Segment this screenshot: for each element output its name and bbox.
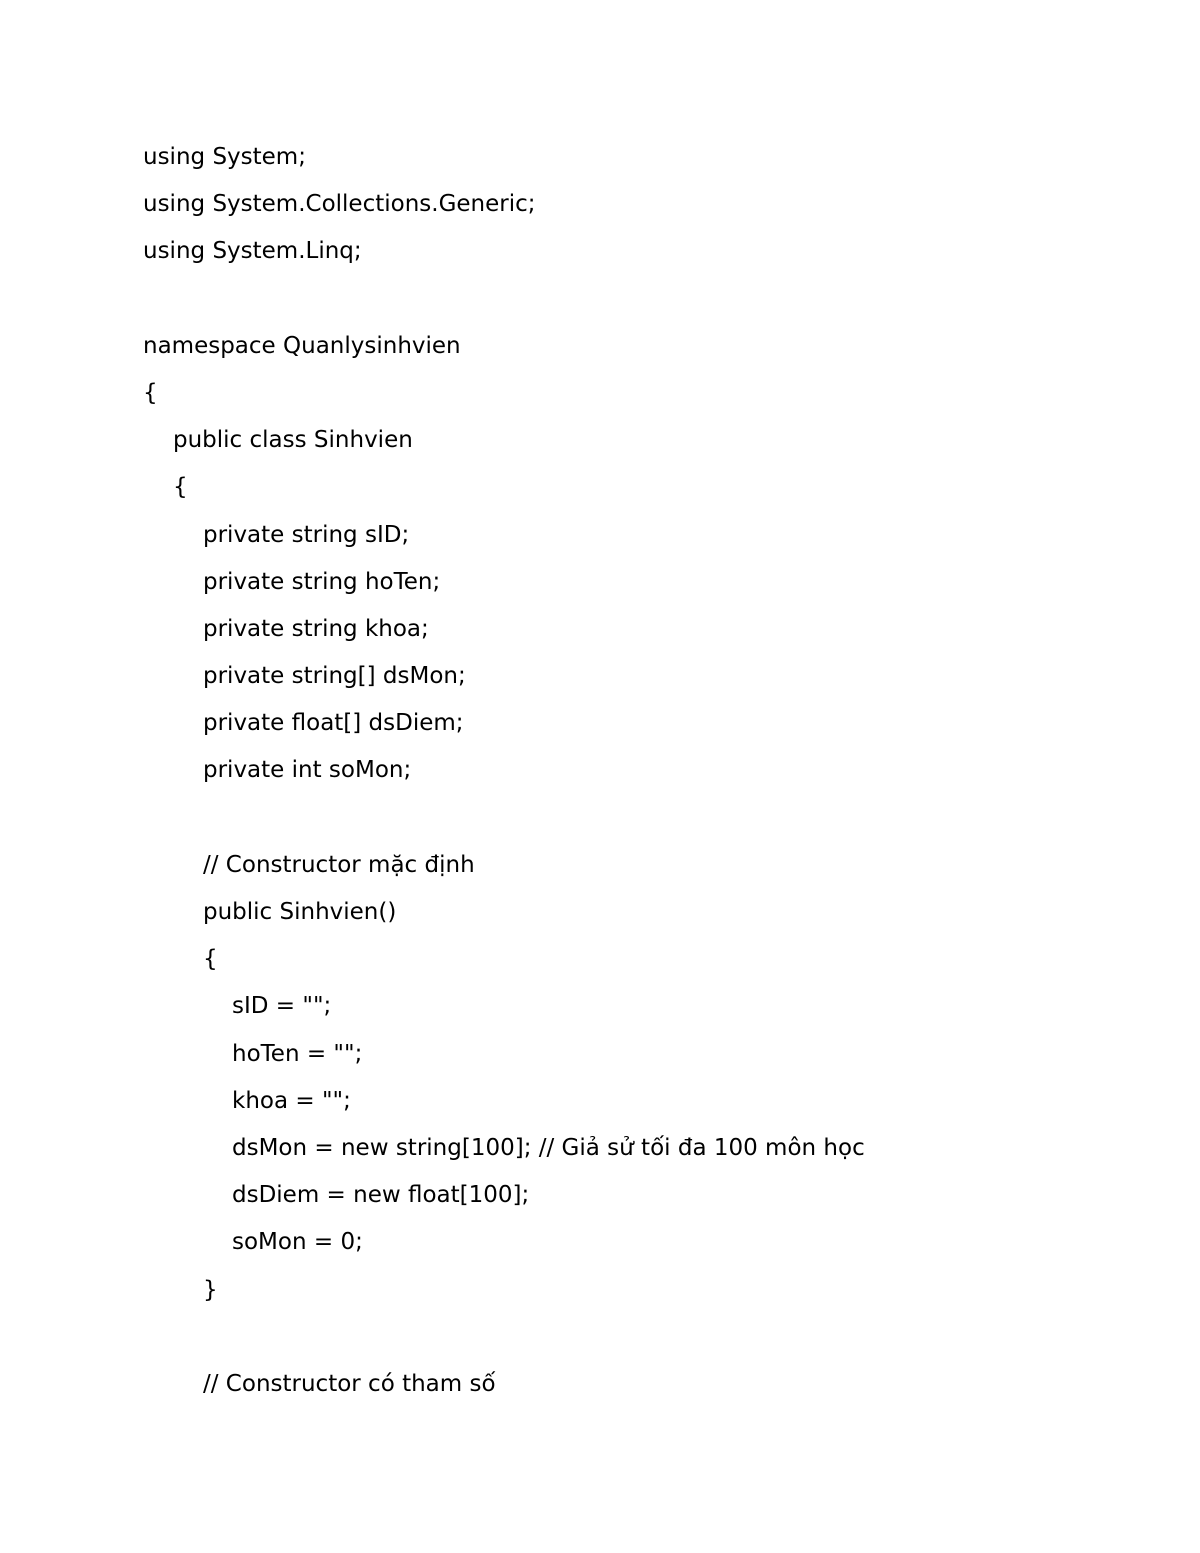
code-block	[143, 134, 865, 1408]
code-line: private int soMon;	[203, 757, 412, 784]
code-line: sID = "";	[232, 993, 332, 1020]
code-line: using System;	[143, 144, 306, 170]
code-line: using System.Collections.Generic;	[143, 191, 536, 218]
code-comment-line: // Constructor có tham số	[203, 1370, 496, 1397]
blank-line	[143, 276, 865, 323]
code-line: namespace Quanlysinhvien	[143, 332, 461, 359]
code-line: {	[203, 946, 218, 973]
code-line: {	[143, 379, 158, 406]
code-line: }	[203, 1276, 218, 1303]
code-comment-line: // Constructor mặc định	[203, 851, 475, 878]
code-line: using System.Linq;	[143, 238, 362, 265]
blank-line	[143, 1314, 865, 1361]
code-line: soMon = 0;	[232, 1229, 363, 1256]
code-line: private float[] dsDiem;	[203, 710, 464, 737]
code-line: dsDiem = new float[100];	[232, 1182, 530, 1209]
code-line: private string hoTen;	[203, 568, 441, 595]
code-line: private string khoa;	[203, 615, 429, 642]
code-line: hoTen = "";	[232, 1040, 363, 1067]
code-line: private string sID;	[203, 521, 410, 548]
code-line: khoa = "";	[232, 1087, 351, 1114]
code-line: dsMon = new string[100]; // Giả sử tối đa 100 môn học	[232, 1134, 865, 1161]
blank-line	[143, 795, 865, 842]
code-line: {	[173, 474, 188, 501]
code-line: public class Sinhvien	[173, 427, 413, 454]
code-line: private string[] dsMon;	[203, 663, 466, 690]
code-line: public Sinhvien()	[203, 899, 397, 925]
